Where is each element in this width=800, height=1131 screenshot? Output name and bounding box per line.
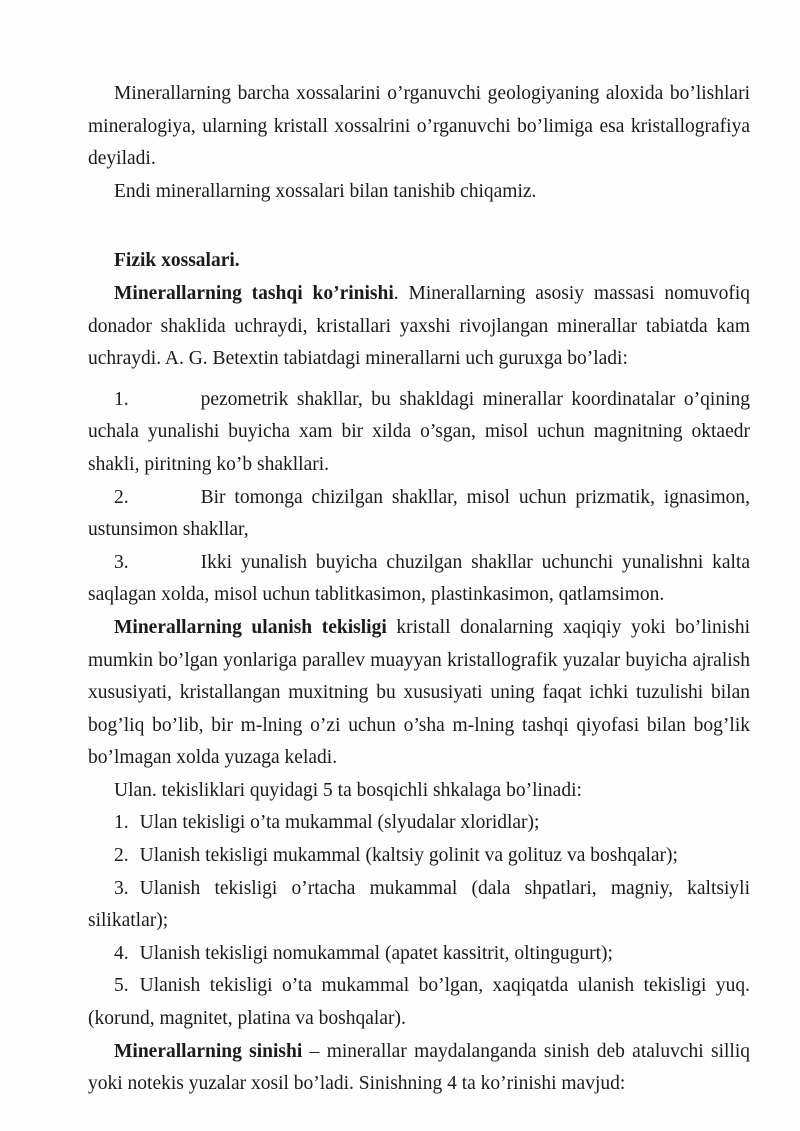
fracture-lead-bold: Minerallarning sinishi [114, 1040, 303, 1062]
appearance-text: . Minerallarning asosiy massasi nomuvofiq donador shaklida uchraydi, kristallari yaxshi rivojlangan minerallar tabiatda kam uchraydi. A. G. Betextin tabiatdagi minerallarni uch guruxga bo’ladi: [88, 282, 750, 370]
shape-group-item-1-number: 1. [114, 388, 129, 410]
intro-paragraph-2: Endi minerallarning xossalari bilan tanishib chiqamiz. [114, 180, 537, 202]
intro-paragraph-1: Minerallarning barcha xossalarini o’rganuvchi geologiyaning aloxida bo’lishlari mineralogiya, ularning kristall xossalrini o’rganuvchi bo’limiga esa kristallografiya deyiladi. [88, 83, 750, 170]
shape-group-item-2-number: 2. [114, 486, 129, 508]
appearance-paragraph [88, 278, 750, 376]
cleavage-scale-item-2 [88, 840, 750, 873]
cleavage-scale-item-4-number: 4. [114, 942, 129, 964]
shape-group-item-1 [88, 384, 750, 482]
shape-group-item-3-text: Ikki yunalish buyicha chuzilgan shakllar uchunchi yunalishni kalta saqlagan xolda, misol uchun tablitkasimon, plastinkasimon, qatlamsimon. [88, 551, 750, 606]
cleavage-scale-item-4 [88, 938, 750, 971]
appearance-lead-bold: Minerallarning tashqi ko’rinishi [114, 282, 394, 304]
cleavage-scale-item-1-number: 1. [114, 812, 129, 834]
shape-group-item-1-text: pezometrik shakllar, bu shakldagi minerallar koordinatalar o’qining uchala yunalishi buyicha xam bir xilda o’sgan, misol uchun magnitning oktaedr shakli, piritning ko’b shakllari. [88, 388, 750, 475]
fracture-text: – minerallar maydalanganda sinish deb ataluvchi silliq yoki notekis yuzalar xosil bo’ladi. Sinishning 4 ta ko’rinishi mavjud: [88, 1040, 750, 1095]
cleavage-scale-item-4-text: Ulanish tekisligi nomukammal (apatet kassitrit, oltingugurt); [139, 942, 613, 964]
shape-group-item-2-text: Bir tomonga chizilgan shakllar, misol uchun prizmatik, ignasimon, ustunsimon shakllar, [88, 486, 750, 541]
cleavage-paragraph [88, 612, 750, 775]
fracture-paragraph [88, 1036, 750, 1101]
cleavage-scale-item-5-text: Ulanish tekisligi o’ta mukammal bo’lgan, xaqiqatda ulanish tekisligi yuq. (korund, magnitet, platina va boshqalar). [88, 975, 750, 1030]
cleavage-scale-item-3-number: 3. [114, 877, 129, 899]
cleavage-scale-item-3-text: Ulanish tekisligi o’rtacha mukammal (dala shpatlari, magniy, kaltsiyli silikatlar); [88, 877, 750, 932]
cleavage-scale-item-2-number: 2. [114, 845, 129, 867]
cleavage-lead-bold: Minerallarning ulanish tekisligi [114, 616, 387, 638]
shape-group-item-2 [88, 482, 750, 547]
cleavage-scale-item-3 [88, 873, 750, 938]
scale-intro-paragraph: Ulan. tekisliklari quyidagi 5 ta bosqichli shkalaga bo’linadi: [114, 779, 582, 801]
shape-group-item-3 [88, 547, 750, 612]
shape-group-item-3-number: 3. [114, 551, 129, 573]
section-heading-fizik-xossalari: Fizik xossalari. [114, 250, 240, 272]
cleavage-scale-item-5-number: 5. [114, 975, 129, 997]
cleavage-scale-item-1-text: Ulan tekisligi o’ta mukammal (slyudalar xloridlar); [139, 812, 540, 834]
cleavage-text: kristall donalarning xaqiqiy yoki bo’linishi mumkin bo’lgan yonlariga parallev muayyan kristallografik yuzalar buyicha ajralish xususiyati, kristallangan muxitning bu xususiyati uning faqat ichki tuzulishi bilan bog’liq bo’lib, bir m-lning o’zi uchun o’sha m-lning tashqi qiyofasi bilan bog’lik bo’lmagan xolda yuzaga keladi. [88, 616, 750, 769]
cleavage-scale-item-1 [88, 807, 750, 840]
cleavage-scale-item-2-text: Ulanish tekisligi mukammal (kaltsiy golinit va golituz va boshqalar); [139, 845, 678, 867]
cleavage-scale-item-5 [88, 970, 750, 1035]
